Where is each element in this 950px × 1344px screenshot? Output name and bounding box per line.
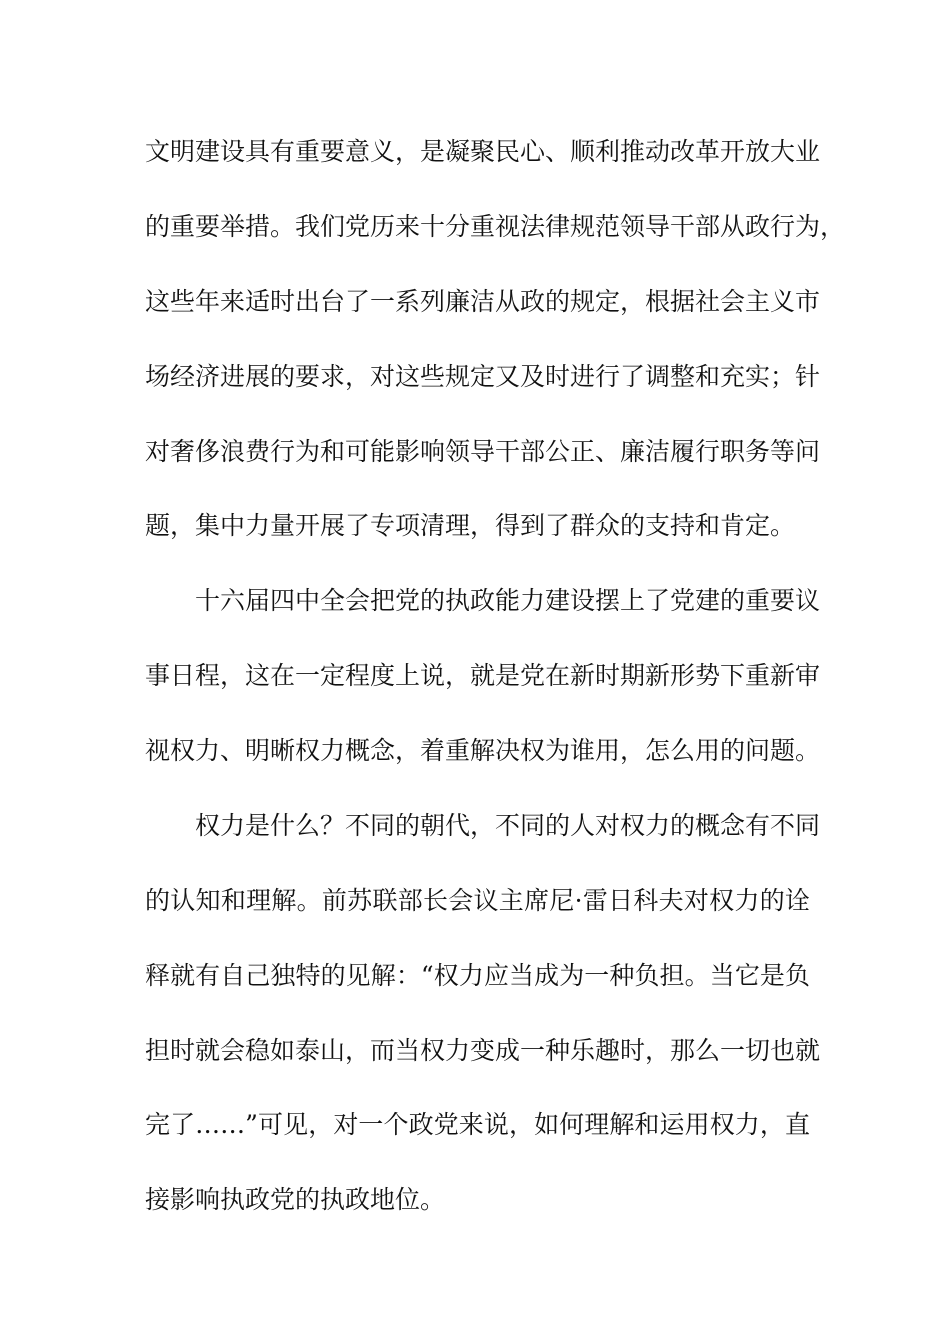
text-line: 完了……”可见，对一个政党来说，如何理解和运用权力，直 — [145, 1110, 810, 1139]
text-line: 释就有自己独特的见解：“权力应当成为一种负担。当它是负 — [145, 961, 810, 990]
text-line: 题，集中力量开展了专项清理，得到了群众的支持和肯定。 — [145, 511, 796, 540]
text-line: 担时就会稳如泰山，而当权力变成一种乐趣时，那么一切也就 — [145, 1036, 821, 1065]
text-line: 场经济进展的要求，对这些规定又及时进行了调整和充实；针 — [145, 362, 821, 391]
text-line: 事日程，这在一定程度上说，就是党在新时期新形势下重新审 — [145, 661, 821, 690]
paragraph-first-line: 权力是什么？不同的朝代，不同的人对权力的概念有不同 — [195, 811, 821, 840]
text-line: 接影响执政党的执政地位。 — [145, 1185, 446, 1214]
text-line: 文明建设具有重要意义，是凝聚民心、顺利推动改革开放大业 — [145, 137, 821, 166]
text-line: 这些年来适时出台了一系列廉洁从政的规定，根据社会主义市 — [145, 287, 821, 316]
text-line: 的认知和理解。前苏联部长会议主席尼·雷日科夫对权力的诠 — [145, 886, 810, 915]
text-line: 对奢侈浪费行为和可能影响领导干部公正、廉洁履行职务等问 — [145, 437, 821, 466]
text-line: 视权力、明晰权力概念，着重解决权为谁用，怎么用的问题。 — [145, 736, 821, 765]
text-line: 的重要举措。我们党历来十分重视法律规范领导干部从政行为， — [145, 212, 846, 241]
paragraph-first-line: 十六届四中全会把党的执政能力建设摆上了党建的重要议 — [195, 586, 821, 615]
